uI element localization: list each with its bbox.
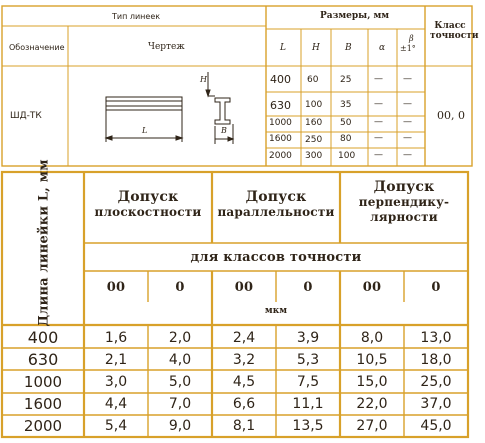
t2-tol-perp-2: перпендику- [358,195,450,209]
t1-row-B: 100 [338,151,356,161]
t1-col-L: L [280,43,286,53]
t2-cell: 2,1 [104,352,128,368]
t2-cell: 5,4 [104,418,128,434]
t1-col-beta-sym: β [409,34,414,43]
t1-row-alpha: — [374,99,383,109]
t1-row-L: 1000 [269,118,292,128]
t1-designation: ШД-ТК [10,111,42,121]
t1-row-H: 250 [305,135,323,145]
t2-cell: 7,5 [296,374,320,390]
t2-row-L: 1600 [23,395,63,413]
t1-row-L: 400 [270,73,291,86]
t2-classes-header: для классов точности [190,250,362,265]
t1-row-H: 300 [305,151,323,161]
t2-cell: 5,3 [296,352,320,368]
t2-cell: 22,0 [356,396,388,412]
drawing-label-L: L [142,126,148,135]
t2-cell: 13,0 [420,330,452,346]
t1-row-alpha: — [374,150,383,160]
t2-cell: 15,0 [356,374,388,390]
t1-class-value: 00, 0 [437,109,465,122]
t2-class-label: 0 [431,280,441,295]
t1-row-beta: — [403,74,412,84]
t2-cell: 45,0 [420,418,452,434]
t1-row-alpha: — [374,117,383,127]
drawing-label-H: H [200,75,207,84]
t2-cell: 8,1 [232,418,256,434]
t1-row-L: 2000 [269,151,292,161]
t1-row-B: 25 [340,75,352,85]
t2-cell: 6,6 [232,396,256,412]
t2-row-L: 1000 [23,373,63,391]
t1-row-B: 50 [340,118,352,128]
t1-col-beta: ±1° [400,44,416,53]
t2-tol-flatness-1: Допуск [117,189,179,205]
t2-cell: 2,0 [168,330,192,346]
t1-row-H: 160 [305,118,323,128]
t1-row-beta: — [403,133,412,143]
t1-row-L: 630 [270,99,291,112]
t2-tol-parallel-1: Допуск [245,189,307,205]
t1-header-class: Класс точности [430,21,479,41]
t1-row-beta: — [403,150,412,160]
t2-tol-flatness-2: плоскостности [94,205,202,219]
t2-cell: 2,4 [232,330,256,346]
t1-row-B: 80 [340,134,352,144]
t1-col-B: B [345,43,352,53]
t2-row-L: 2000 [23,417,63,435]
t1-row-H: 100 [305,100,323,110]
t1-row-beta: — [403,117,412,127]
straightedge-drawing [106,72,233,144]
t2-cell: 37,0 [420,396,452,412]
t1-row-alpha: — [374,74,383,84]
t2-cell: 3,0 [104,374,128,390]
t2-cell: 8,0 [360,330,384,346]
t2-tol-perp-3: лярности [370,210,438,224]
t2-tol-parallel-2: параллельности [217,205,335,219]
t1-col-alpha: α [379,43,386,53]
t2-unit: мкм [264,306,288,316]
t2-class-label: 00 [106,280,126,295]
drawing-label-B: B [221,126,227,135]
t2-cell: 5,0 [168,374,192,390]
t1-row-B: 35 [340,100,352,110]
t2-row-L: 630 [27,350,59,369]
t2-cell: 13,5 [292,418,324,434]
t1-row-H: 60 [307,75,319,85]
t2-cell: 1,6 [104,330,128,346]
t1-row-beta: — [403,99,412,109]
t2-cell: 18,0 [420,352,452,368]
t2-class-label: 0 [303,280,313,295]
t2-cell: 4,0 [168,352,192,368]
t1-col-designation: Обозначение [9,43,65,52]
t2-cell: 7,0 [168,396,192,412]
t2-cell: 3,9 [296,330,320,346]
t2-cell: 4,4 [104,396,128,412]
t1-col-H: H [312,43,320,53]
t2-class-label: 00 [362,280,382,295]
t2-length-header: Длина линейки L, мм [36,159,52,327]
t2-cell: 27,0 [356,418,388,434]
t2-cell: 25,0 [420,374,452,390]
t1-row-L: 1600 [269,134,292,144]
t2-cell: 3,2 [232,352,256,368]
t2-row-L: 400 [27,328,59,347]
t2-class-label: 00 [234,280,254,295]
t1-header-sizes: Размеры, мм [320,11,390,21]
t1-row-alpha: — [374,133,383,143]
t2-cell: 10,5 [356,352,388,368]
t1-header-type: Тип линеек [112,12,161,21]
t1-col-drawing: Чертеж [148,42,185,52]
t2-class-label: 0 [175,280,185,295]
t2-cell: 9,0 [168,418,192,434]
t2-cell: 11,1 [292,396,324,412]
t2-tol-perp-1: Допуск [373,179,435,195]
t2-cell: 4,5 [232,374,256,390]
